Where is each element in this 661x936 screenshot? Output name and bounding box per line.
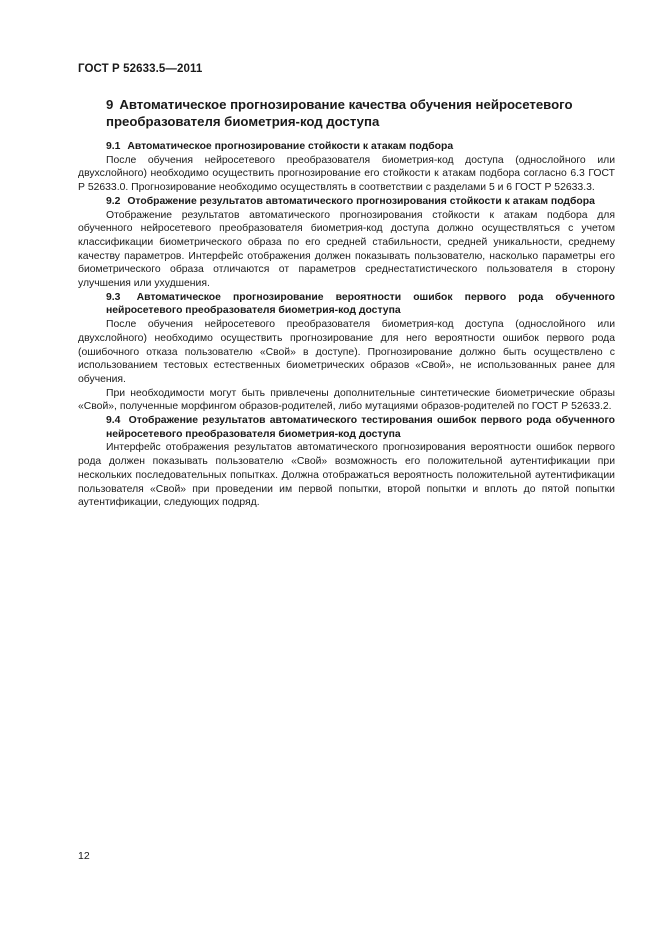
subsection-heading: [78, 291, 615, 318]
section-heading: [78, 96, 615, 130]
paragraph: Отображение результатов автоматического прогнозирования стойкости к атакам подбора для обученного нейросетевого преобразователя биометрия-код доступа должно осуществляться с учетом классификации биометрического образа по его средней стабильности, средней уникальности, среднему качеству параметров. Интерфейс отображения должен показывать пользователю, насколько параметры его биометрического образа отличаются от параметров среднестатистического пользователя в сторону улучшения или ухудшения.: [78, 209, 615, 290]
subsection-title: Автоматическое прогнозирование стойкости к атакам подбора: [127, 141, 454, 152]
subsection-number: 9.2: [106, 195, 121, 207]
subsection-heading: [78, 140, 615, 154]
subsection-title: Автоматическое прогнозирование вероятности ошибок первого рода обученного нейросетевого преобразователя биометрия-код доступа: [106, 291, 615, 317]
subsection-title: Отображение результатов автоматического тестирования ошибок первого рода обученного нейросетевого преобразователя биометрия-код доступа: [106, 415, 616, 440]
subsection-9-3: [78, 291, 615, 414]
paragraph: Интерфейс отображения результатов автоматического прогнозирования вероятности ошибок первого рода должен показывать пользователю «Свой» возможность его положительной аутентификации при нескольких последовательных попытках. Должна отображаться вероятность положительной аутентификации пользователя «Свой» при проведении им первой попытки, второй попытки и вплоть до пятой попытки аутентификации, следующих подряд.: [78, 442, 615, 509]
subsection-title: Отображение результатов автоматического прогнозирования стойкости к атакам подбора: [127, 195, 595, 207]
subsection-number: 9.4: [106, 415, 121, 427]
subsection-9-4: [78, 414, 615, 510]
paragraph: После обучения нейросетевого преобразователя биометрия-код доступа (однослойного или двухслойного) необходимо осуществить прогнозирование его стойкости к атакам подбора согласно 6.3 ГОСТ Р 52633.0. Прогнозирование необходимо осуществлять в соответствии с разделами 5 и 6 ГОСТ Р 52633.3.: [78, 154, 615, 194]
section-number: 9: [106, 97, 114, 112]
subsection-heading: [78, 414, 615, 441]
subsection-number: 9.1: [106, 141, 121, 152]
subsection-9-1: [78, 140, 615, 195]
subsection-number: 9.3: [106, 291, 121, 303]
page-number: 12: [78, 850, 90, 862]
subsection-heading: [78, 195, 615, 209]
paragraph: После обучения нейросетевого преобразователя биометрия-код доступа (однослойного или двухслойного) необходимо осуществить прогнозирование для него вероятности ошибок первого рода (ошибочного отказа пользователю «Свой» в доступе). Прогнозирование должно быть осуществлено с использованием тестовых естественных биометрических образов «Свой», не использованных ранее для обучения.: [78, 319, 615, 385]
section-title: Автоматическое прогнозирование качества обучения нейросетевого преобразователя биометрия-код доступа: [106, 97, 573, 129]
paragraph: При необходимости могут быть привлечены дополнительные синтетические биометрические образы «Свой», полученные морфингом образов-родителей, либо мутациями образов-родителей по ГОСТ Р 52633.2.: [78, 387, 615, 413]
subsection-9-2: [78, 195, 615, 291]
document-body: [78, 96, 615, 510]
document-header: ГОСТ Р 52633.5—2011: [78, 63, 203, 75]
